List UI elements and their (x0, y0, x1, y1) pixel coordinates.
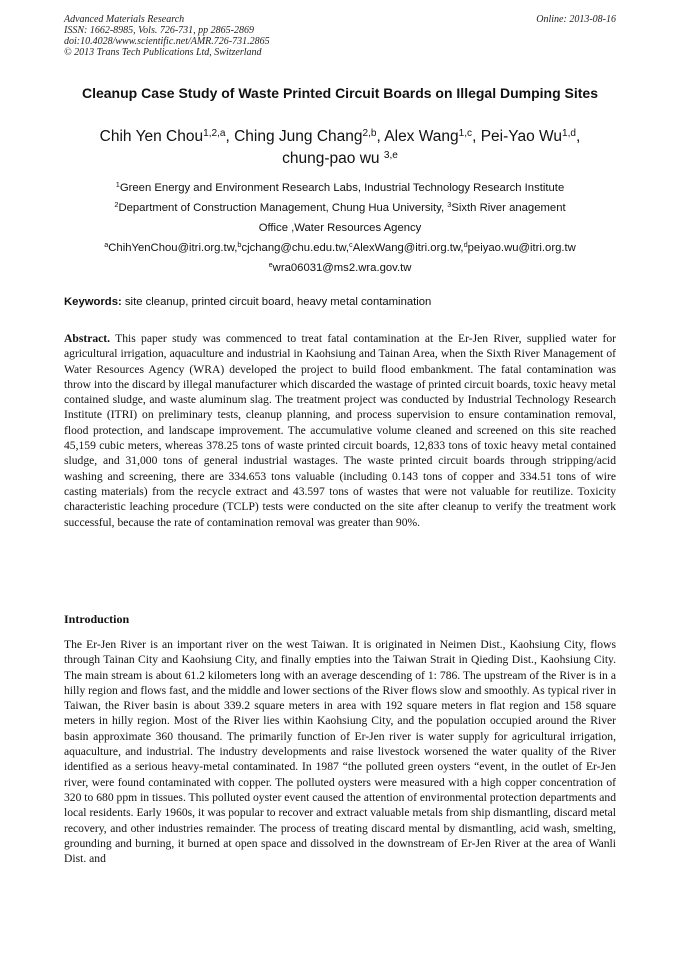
affiliation-2 (64, 198, 616, 238)
affiliation-sup: 1 (115, 180, 120, 189)
author-sup: 1,d (562, 128, 576, 139)
email-link[interactable]: wra06031@ms2.wra.gov.tw (272, 262, 412, 274)
keywords (64, 296, 616, 308)
email-link[interactable]: cjchang@chu.edu.tw, (241, 242, 350, 254)
author-name: Pei-Yao Wu (480, 128, 562, 145)
author-name: Ching Jung Chang (234, 128, 363, 145)
abstract-label: Abstract. (64, 332, 111, 345)
email-link[interactable]: ChihYenChou@itri.org.tw, (108, 242, 238, 254)
journal-header (64, 14, 616, 58)
affiliation-sup: 3 (447, 200, 452, 209)
affiliation-1 (64, 178, 616, 198)
email-list (64, 238, 616, 278)
journal-name: Advanced Materials Research (64, 14, 185, 25)
introduction-heading: Introduction (64, 612, 130, 626)
author-sup: 2,b (362, 128, 377, 139)
author-separator: , (576, 128, 581, 145)
email-sup: a (104, 240, 109, 249)
affiliation-sup: 2 (114, 200, 119, 209)
affiliation-text: Green Energy and Environment Research Labs, Industrial Technology Research Institute (119, 182, 565, 194)
abstract-text: This paper study was commenced to treat fatal contamination at the Er-Jen River, supplied water for agricultural irrigation, aquaculture and industrial in Kaohsiung and Tainan Area, when the Sixth River Management of Water Resources Agency (WRA) developed the project to build flood embankment. The fatal contamination was throw into the discard by illegal manufacturer which discarded the wastage of printed circuit boards, toxic heavy metal contained sludge, and waste aluminum slag. The treatment project was conducted by Industrial Technology Research Institute (ITRI) on preliminary tests, cleanup planning, and process supervision to ensure contamination removal, flood protection, and landscape improvement. The accumulative volume cleaned and screened on this site reached 45,159 cubic meters, whereas 378.25 tons of waste printed circuit boards, 12,833 tons of toxic heavy metal contained sludge, and 31,000 tons of general industrial wastages. The waste printed circuit boards through stripping/acid washing and screening, there are 334.653 tons valuable (including 0.143 tons of copper and 334.51 tons of wire casting materials) from the recycle extract and 43.597 tons of wastes that were not valuable for reutilize. Toxicity characteristic leaching procedure (TCLP) tests were conducted on the site after cleanup to verify the treatment work successful, because the rate of contamination removal was greater than 90%. (64, 332, 616, 529)
email-sup: d (463, 240, 468, 249)
keywords-label: Keywords: (64, 296, 122, 308)
copyright-line: © 2013 Trans Tech Publications Ltd, Switzerland (64, 47, 262, 58)
author-sup: 3,e (383, 150, 398, 161)
author-sup: 1,2,a (203, 128, 226, 139)
email-sup: e (268, 260, 273, 269)
affiliation-text: Department of Construction Management, Chung Hua University, (118, 202, 448, 214)
author-list (64, 126, 616, 170)
affiliation-text: Office ,Water Resources Agency (258, 222, 422, 234)
author-separator: , (472, 128, 481, 145)
paper-title: Cleanup Case Study of Waste Printed Circuit Boards on Illegal Dumping Sites (81, 85, 598, 101)
author-sup: 1,c (458, 128, 473, 139)
author-name: Alex Wang (384, 128, 459, 145)
abstract (64, 331, 616, 530)
online-date: Online: 2013-08-16 (536, 14, 616, 25)
keywords-text: site cleanup, printed circuit board, heavy metal contamination (121, 296, 432, 308)
issn-line: ISSN: 1662-8985, Vols. 726-731, pp 2865-2869 (64, 25, 254, 36)
email-sup: b (237, 240, 242, 249)
introduction-text: The Er-Jen River is an important river on the west Taiwan. It is originated in Neimen Dist., Kaohsiung City, flows through Tainan City and Kaohsiung City, and finally empties into the Taiwan Strait in Qieding Dist., Kaohsiung City. The main stream is about 61.2 kilometers long with an average descending of 1: 786. The upstream of the River is in a hilly region and flows fast, and the middle and lower sections of the River flows slow and smoothly. As typical river in Taiwan, the River basin is about 339.2 square meters in area with 192 square meters in flat region and 158 square meters in hilly region. Most of the River lies within Kaohsiung City, and the population occupied around the River basin approximate 360 thousand. The primarily function of Er-Jen river is water supply for agricultural irrigation, aquaculture, and industrial. The industry developments and raise livestock worsened the water quality of the River identified as a serious heavy-metal contaminated. In 1987 “the polluted green oysters “event, in the outlet of Er-Jen river, were found contaminated with copper. The polluted oysters were measured with a high copper concentration of 320 to 680 ppm in tissues. This polluted oyster event caused the attention of environmental protection departments and local residents. Early 1960s, it was popular to recover and extract valuable metals from ship dismantling, discard metal recovery, and other industries remainder. The process of treating discard mental by dismantling, acid wash, smelting, grounding and burning, it burned at open space and dissolved in the downstream of Er-Jen River at the area of Wanli Dist. and (64, 638, 616, 866)
author-name: chung-pao wu (282, 150, 380, 167)
email-link[interactable]: peiyao.wu@itri.org.tw (467, 242, 576, 254)
doi-line: doi:10.4028/www.scientific.net/AMR.726-731.2865 (64, 36, 270, 47)
affiliation-text: Sixth River anagement (451, 202, 566, 214)
author-name: Chih Yen Chou (99, 128, 204, 145)
email-link[interactable]: AlexWang@itri.org.tw, (352, 242, 464, 254)
author-separator: , (225, 128, 235, 145)
email-sup: c (349, 240, 353, 249)
author-separator: , (376, 128, 385, 145)
